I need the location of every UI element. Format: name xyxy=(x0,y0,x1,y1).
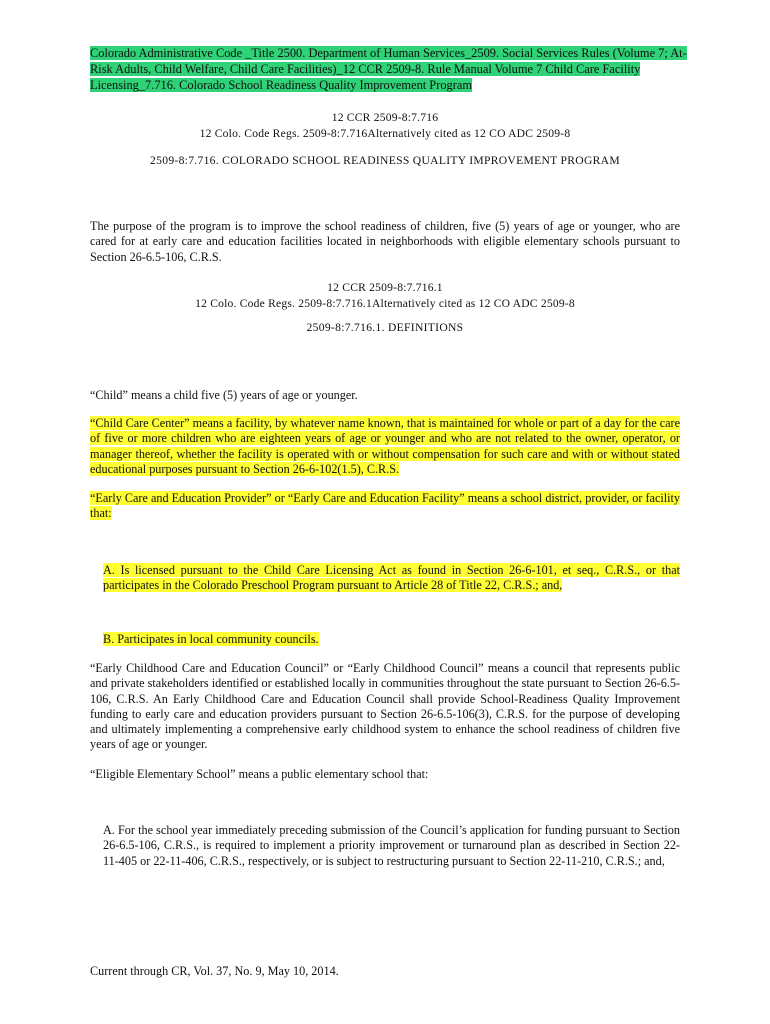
section-heading-7716: 2509-8:7.716. COLORADO SCHOOL READINESS QUALITY IMPROVEMENT PROGRAM xyxy=(150,154,620,167)
eligible-school-clause-a: A. For the school year immediately preceding submission of the Council’s application for funding pursuant to Section 26-6.5-106, C.R.S., is required to implement a priority improvement or turnaround plan as described in Section 22-11-405 or 22-11-406, C.R.S., respectively, or is subject to restructuring pursuant to Section 22-11-210, C.R.S.; and, xyxy=(103,823,680,868)
citation-77161 xyxy=(90,280,680,312)
definition-early-care-provider-text: “Early Care and Education Provider” or “Early Care and Education Facility” means a school district, provider, or facility that: xyxy=(90,491,680,521)
citation-line-1: 12 CCR 2509-8:7.716.1 xyxy=(327,281,443,294)
definition-child-care-center xyxy=(90,416,680,477)
citation-line-2: 12 Colo. Code Regs. 2509-8:7.716Alternatively cited as 12 CO ADC 2509-8 xyxy=(199,127,571,140)
document-title xyxy=(90,45,690,93)
document-title-text: Colorado Administrative Code _Title 2500. Department of Human Services_2509. Social Services Rules (Volume 7; At-Risk Adults, Child Welfare, Child Care Facilities)_12 CCR 2509-8. Rule Manual Volume 7 Child Care Facility Licensing_7.716. Colorado School Readiness Quality Improvement Program xyxy=(90,46,687,92)
purpose-paragraph: The purpose of the program is to improve the school readiness of children, five (5) years of age or younger, who are cared for at early care and education facilities located in neighborhoods with eligible elementary schools pursuant to Section 26-6.5-106, C.R.S. xyxy=(90,219,680,264)
provider-clause-b-text: B. Participates in local community councils. xyxy=(103,632,319,646)
section-heading-definitions: 2509-8:7.716.1. DEFINITIONS xyxy=(306,321,464,334)
page-footer: Current through CR, Vol. 37, No. 9, May 10, 2014. xyxy=(90,964,339,978)
definition-eligible-school: “Eligible Elementary School” means a public elementary school that: xyxy=(90,767,429,781)
citation-line-2: 12 Colo. Code Regs. 2509-8:7.716.1Alternatively cited as 12 CO ADC 2509-8 xyxy=(195,297,575,310)
definition-child-care-center-text: “Child Care Center” means a facility, by whatever name known, that is maintained for whole or part of a day for the care of five or more children who are eighteen years of age or younger and who are not related to the owner, operator, or manager thereof, whether the facility is operated with or without compensation for such care and with or without stated educational purposes pursuant to Section 26-6-102(1.5), C.R.S. xyxy=(90,416,680,476)
provider-clause-a xyxy=(103,563,680,594)
citation-line-1: 12 CCR 2509-8:7.716 xyxy=(331,111,439,124)
definition-child: “Child” means a child five (5) years of age or younger. xyxy=(90,388,358,402)
citation-7716 xyxy=(90,110,680,142)
provider-clause-a-text: A. Is licensed pursuant to the Child Care Licensing Act as found in Section 26-6-101, et seq., C.R.S., or that participates in the Colorado Preschool Program pursuant to Article 28 of Title 22, C.R.S.; and, xyxy=(103,563,680,593)
definition-council: “Early Childhood Care and Education Council” or “Early Childhood Council” means a council that represents public and private stakeholders identified or established locally in communities throughout the state pursuant to Section 26-6.5-106, C.R.S. An Early Childhood Care and Education Council shall provide School-Readiness Quality Improvement funding to early care and education providers pursuant to Section 26-6.5-106(3), C.R.S. for the purpose of developing and ultimately implementing a comprehensive early childhood system to enhance the school readiness of children five years of age or younger. xyxy=(90,661,680,752)
definition-early-care-provider xyxy=(90,491,680,522)
provider-clause-b xyxy=(103,632,680,647)
